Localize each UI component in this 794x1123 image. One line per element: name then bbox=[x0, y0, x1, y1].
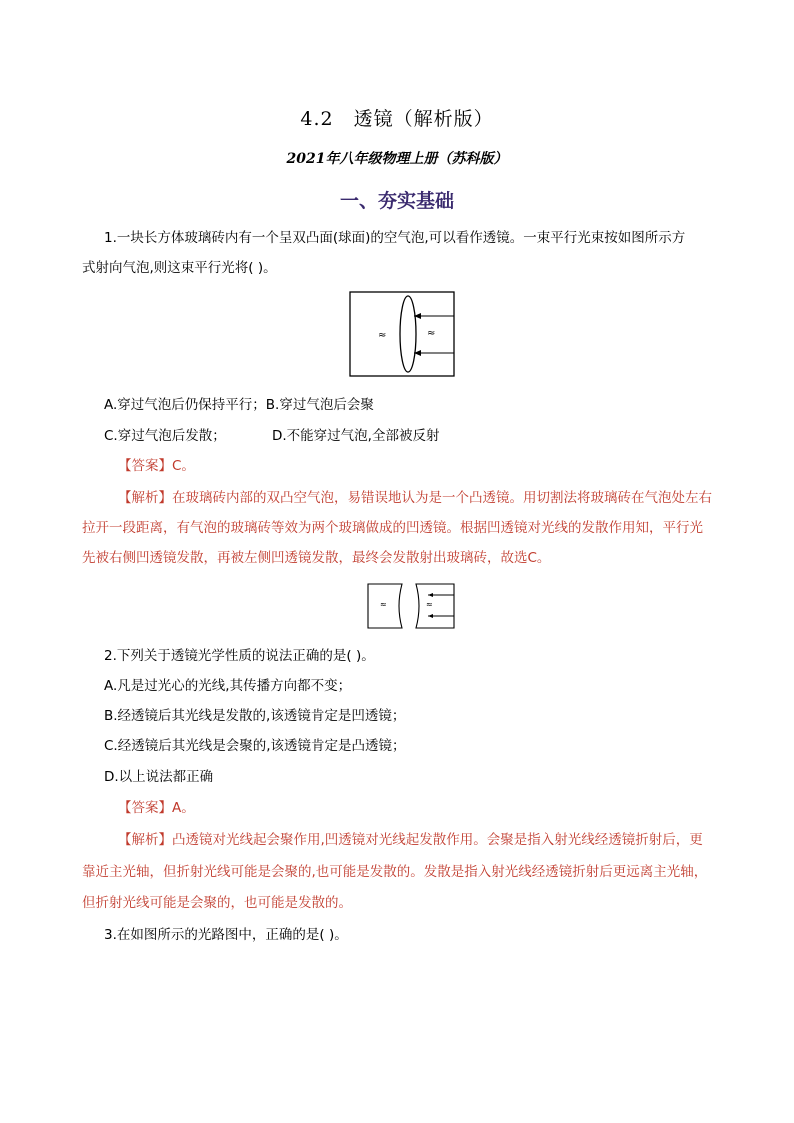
q1-option-d: D.不能穿过气泡,全部被反射 bbox=[272, 428, 440, 444]
q1-analysis-line3: 先被右侧凹透镜发散，再被左侧凹透镜发散，最终会发散射出玻璃砖，故选C。 bbox=[82, 550, 551, 566]
q2-analysis-text1: 凸透镜对光线起会聚作用,凹透镜对光线起发散作用。会聚是指入射光线经透镜折射后，更 bbox=[172, 832, 703, 848]
q1-stem-line2: 式射向气泡,则这束平行光将( )。 bbox=[82, 260, 277, 276]
q2-analysis-line3: 但折射光线可能是会聚的，也可能是发散的。 bbox=[82, 895, 352, 911]
q1-analysis-line1 bbox=[118, 488, 738, 508]
q1-analysis-text1: 在玻璃砖内部的双凸空气泡，易错误地认为是一个凸透镜。用切割法将玻璃砖在气泡处左右 bbox=[172, 490, 712, 506]
section-heading: 一、夯实基础 bbox=[339, 190, 454, 212]
q1-option-ab: A.穿过气泡后仍保持平行；B.穿过气泡后会聚 bbox=[104, 397, 374, 413]
q1-figure-glass-brick bbox=[348, 290, 458, 378]
q1-analysis-figure-mark-right: ≈ bbox=[426, 600, 433, 609]
q2-option-b: B.经透镜后其光线是发散的,该透镜肯定是凹透镜； bbox=[104, 708, 406, 724]
q1-stem-line1: 1.一块长方体玻璃砖内有一个呈双凸面(球面)的空气泡,可以看作透镜。一束平行光束按如图所示方 bbox=[104, 230, 686, 246]
q2-answer-tag: 【答案】 bbox=[118, 800, 172, 816]
q1-answer bbox=[118, 456, 738, 476]
q1-figure-mark-left: ≈ bbox=[378, 330, 387, 341]
q1-analysis-figure-split-brick bbox=[366, 582, 460, 630]
q2-stem: 2.下列关于透镜光学性质的说法正确的是( )。 bbox=[104, 648, 375, 664]
q2-analysis-line1 bbox=[118, 830, 738, 850]
q1-analysis-tag: 【解析】 bbox=[118, 490, 172, 506]
q1-figure-mark-right: ≈ bbox=[427, 328, 436, 339]
q1-answer-tag: 【答案】 bbox=[118, 458, 172, 474]
q3-stem: 3.在如图所示的光路图中，正确的是( )。 bbox=[104, 927, 348, 943]
page-subtitle: 2021年八年级物理上册（苏科版） bbox=[286, 151, 508, 167]
page-title: 4.2 透镜（解析版） bbox=[300, 108, 494, 130]
q2-option-c: C.经透镜后其光线是会聚的,该透镜肯定是凸透镜； bbox=[104, 738, 406, 754]
q1-answer-value: C。 bbox=[172, 458, 195, 474]
q1-analysis-line2: 拉开一段距离，有气泡的玻璃砖等效为两个玻璃做成的凹透镜。根据凹透镜对光线的发散作用知，平行光 bbox=[82, 520, 703, 536]
q2-analysis-line2: 靠近主光轴，但折射光线可能是会聚的,也可能是发散的。发散是指入射光线经透镜折射后更远离主光轴， bbox=[82, 864, 708, 880]
q2-answer-value: A。 bbox=[172, 800, 195, 816]
q2-analysis-tag: 【解析】 bbox=[118, 832, 172, 848]
q2-answer bbox=[118, 798, 738, 818]
q2-option-a: A.凡是过光心的光线,其传播方向都不变； bbox=[104, 678, 352, 694]
q1-option-c: C.穿过气泡后发散； bbox=[104, 428, 226, 444]
q1-analysis-figure-mark-left: ≈ bbox=[380, 600, 387, 609]
q2-option-d: D.以上说法都正确 bbox=[104, 769, 214, 785]
